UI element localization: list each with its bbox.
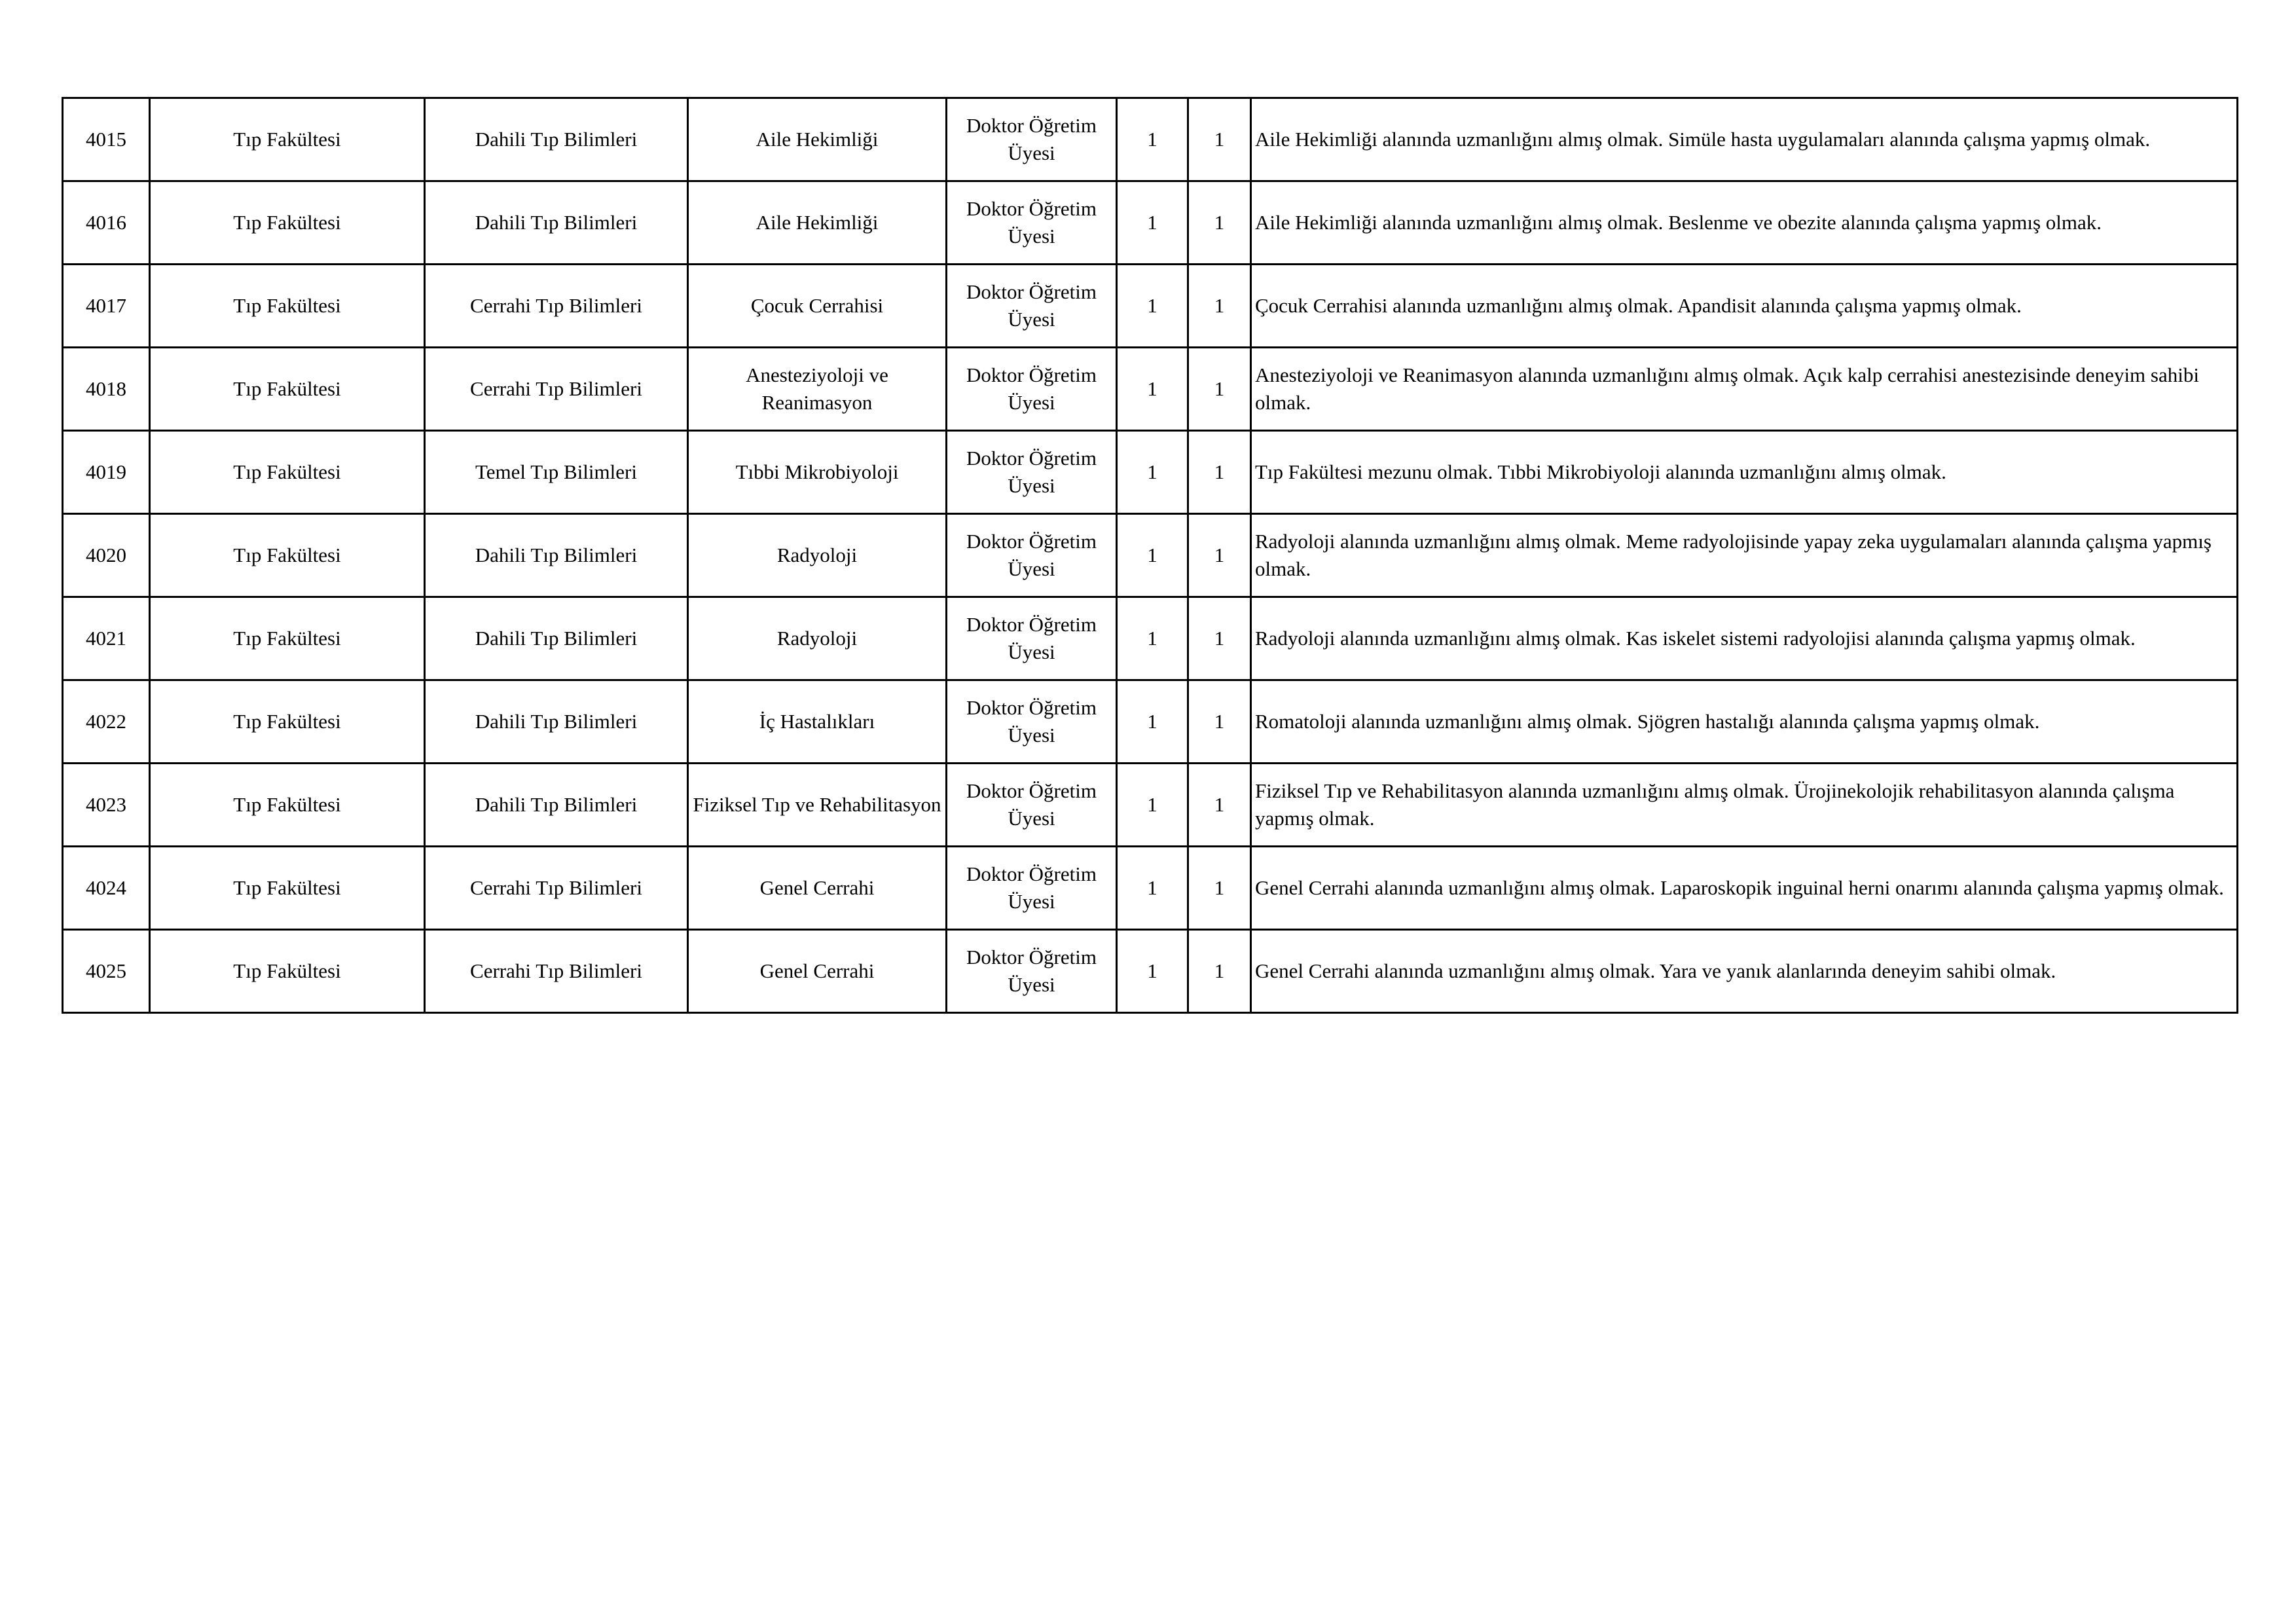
position-code-cell: 4024 (63, 847, 150, 930)
division-cell: İç Hastalıkları (688, 680, 947, 764)
department-cell: Temel Tıp Bilimleri (425, 431, 688, 514)
degree-cell: 1 (1117, 181, 1188, 265)
position-code-cell: 4020 (63, 514, 150, 597)
table-row (63, 181, 2238, 265)
department-cell: Dahili Tıp Bilimleri (425, 680, 688, 764)
position-code-cell: 4017 (63, 265, 150, 348)
department-cell: Dahili Tıp Bilimleri (425, 181, 688, 265)
position-count-cell: 1 (1188, 680, 1251, 764)
requirements-cell: Genel Cerrahi alanında uzmanlığını almış olmak. Laparoskopik inguinal herni onarımı alanında çalışma yapmış olmak. (1251, 847, 2238, 930)
position-code-cell: 4025 (63, 930, 150, 1013)
requirements-cell: Romatoloji alanında uzmanlığını almış olmak. Sjögren hastalığı alanında çalışma yapmış olmak. (1251, 680, 2238, 764)
degree-cell: 1 (1117, 431, 1188, 514)
table-row (63, 348, 2238, 431)
academic-title-cell: Doktor Öğretim Üyesi (947, 847, 1117, 930)
faculty-cell: Tıp Fakültesi (150, 98, 425, 181)
position-count-cell: 1 (1188, 265, 1251, 348)
position-code-cell: 4023 (63, 764, 150, 847)
position-table (62, 97, 2238, 1014)
academic-title-cell: Doktor Öğretim Üyesi (947, 764, 1117, 847)
faculty-cell: Tıp Fakültesi (150, 847, 425, 930)
academic-title-cell: Doktor Öğretim Üyesi (947, 930, 1117, 1013)
division-cell: Çocuk Cerrahisi (688, 265, 947, 348)
table-row (63, 847, 2238, 930)
table-row (63, 597, 2238, 680)
department-cell: Dahili Tıp Bilimleri (425, 597, 688, 680)
department-cell: Cerrahi Tıp Bilimleri (425, 847, 688, 930)
division-cell: Aile Hekimliği (688, 181, 947, 265)
degree-cell: 1 (1117, 597, 1188, 680)
faculty-cell: Tıp Fakültesi (150, 764, 425, 847)
requirements-cell: Radyoloji alanında uzmanlığını almış olmak. Meme radyolojisinde yapay zeka uygulamaları alanında çalışma yapmış olmak. (1251, 514, 2238, 597)
academic-title-cell: Doktor Öğretim Üyesi (947, 514, 1117, 597)
position-count-cell: 1 (1188, 514, 1251, 597)
position-code-cell: 4019 (63, 431, 150, 514)
division-cell: Radyoloji (688, 597, 947, 680)
division-cell: Fiziksel Tıp ve Rehabilitasyon (688, 764, 947, 847)
academic-title-cell: Doktor Öğretim Üyesi (947, 680, 1117, 764)
requirements-cell: Fiziksel Tıp ve Rehabilitasyon alanında uzmanlığını almış olmak. Ürojinekolojik rehabilitasyon alanında çalışma yapmış olmak. (1251, 764, 2238, 847)
table-row (63, 431, 2238, 514)
position-count-cell: 1 (1188, 181, 1251, 265)
position-code-cell: 4018 (63, 348, 150, 431)
academic-title-cell: Doktor Öğretim Üyesi (947, 348, 1117, 431)
degree-cell: 1 (1117, 348, 1188, 431)
department-cell: Cerrahi Tıp Bilimleri (425, 348, 688, 431)
division-cell: Genel Cerrahi (688, 930, 947, 1013)
division-cell: Aile Hekimliği (688, 98, 947, 181)
table-row (63, 514, 2238, 597)
requirements-cell: Aile Hekimliği alanında uzmanlığını almış olmak. Simüle hasta uygulamaları alanında çalışma yapmış olmak. (1251, 98, 2238, 181)
degree-cell: 1 (1117, 680, 1188, 764)
academic-title-cell: Doktor Öğretim Üyesi (947, 98, 1117, 181)
degree-cell: 1 (1117, 847, 1188, 930)
department-cell: Dahili Tıp Bilimleri (425, 764, 688, 847)
faculty-cell: Tıp Fakültesi (150, 431, 425, 514)
table-row (63, 265, 2238, 348)
position-code-cell: 4016 (63, 181, 150, 265)
degree-cell: 1 (1117, 98, 1188, 181)
position-count-cell: 1 (1188, 597, 1251, 680)
table-row (63, 680, 2238, 764)
department-cell: Cerrahi Tıp Bilimleri (425, 930, 688, 1013)
department-cell: Cerrahi Tıp Bilimleri (425, 265, 688, 348)
position-count-cell: 1 (1188, 930, 1251, 1013)
table-row (63, 98, 2238, 181)
department-cell: Dahili Tıp Bilimleri (425, 98, 688, 181)
position-code-cell: 4022 (63, 680, 150, 764)
table-row (63, 930, 2238, 1013)
faculty-cell: Tıp Fakültesi (150, 680, 425, 764)
faculty-cell: Tıp Fakültesi (150, 597, 425, 680)
department-cell: Dahili Tıp Bilimleri (425, 514, 688, 597)
faculty-cell: Tıp Fakültesi (150, 514, 425, 597)
degree-cell: 1 (1117, 930, 1188, 1013)
academic-title-cell: Doktor Öğretim Üyesi (947, 431, 1117, 514)
requirements-cell: Tıp Fakültesi mezunu olmak. Tıbbi Mikrobiyoloji alanında uzmanlığını almış olmak. (1251, 431, 2238, 514)
position-count-cell: 1 (1188, 98, 1251, 181)
position-code-cell: 4021 (63, 597, 150, 680)
position-count-cell: 1 (1188, 431, 1251, 514)
position-count-cell: 1 (1188, 764, 1251, 847)
division-cell: Anesteziyoloji ve Reanimasyon (688, 348, 947, 431)
requirements-cell: Aile Hekimliği alanında uzmanlığını almış olmak. Beslenme ve obezite alanında çalışma yapmış olmak. (1251, 181, 2238, 265)
degree-cell: 1 (1117, 514, 1188, 597)
academic-title-cell: Doktor Öğretim Üyesi (947, 597, 1117, 680)
division-cell: Genel Cerrahi (688, 847, 947, 930)
table-row (63, 764, 2238, 847)
academic-title-cell: Doktor Öğretim Üyesi (947, 265, 1117, 348)
requirements-cell: Genel Cerrahi alanında uzmanlığını almış olmak. Yara ve yanık alanlarında deneyim sahibi olmak. (1251, 930, 2238, 1013)
division-cell: Radyoloji (688, 514, 947, 597)
faculty-cell: Tıp Fakültesi (150, 348, 425, 431)
position-code-cell: 4015 (63, 98, 150, 181)
faculty-cell: Tıp Fakültesi (150, 181, 425, 265)
position-count-cell: 1 (1188, 348, 1251, 431)
faculty-cell: Tıp Fakültesi (150, 930, 425, 1013)
position-count-cell: 1 (1188, 847, 1251, 930)
requirements-cell: Anesteziyoloji ve Reanimasyon alanında uzmanlığını almış olmak. Açık kalp cerrahisi anestezisinde deneyim sahibi olmak. (1251, 348, 2238, 431)
academic-title-cell: Doktor Öğretim Üyesi (947, 181, 1117, 265)
degree-cell: 1 (1117, 764, 1188, 847)
faculty-cell: Tıp Fakültesi (150, 265, 425, 348)
requirements-cell: Radyoloji alanında uzmanlığını almış olmak. Kas iskelet sistemi radyolojisi alanında çalışma yapmış olmak. (1251, 597, 2238, 680)
division-cell: Tıbbi Mikrobiyoloji (688, 431, 947, 514)
requirements-cell: Çocuk Cerrahisi alanında uzmanlığını almış olmak. Apandisit alanında çalışma yapmış olmak. (1251, 265, 2238, 348)
table-body (63, 98, 2238, 1013)
degree-cell: 1 (1117, 265, 1188, 348)
